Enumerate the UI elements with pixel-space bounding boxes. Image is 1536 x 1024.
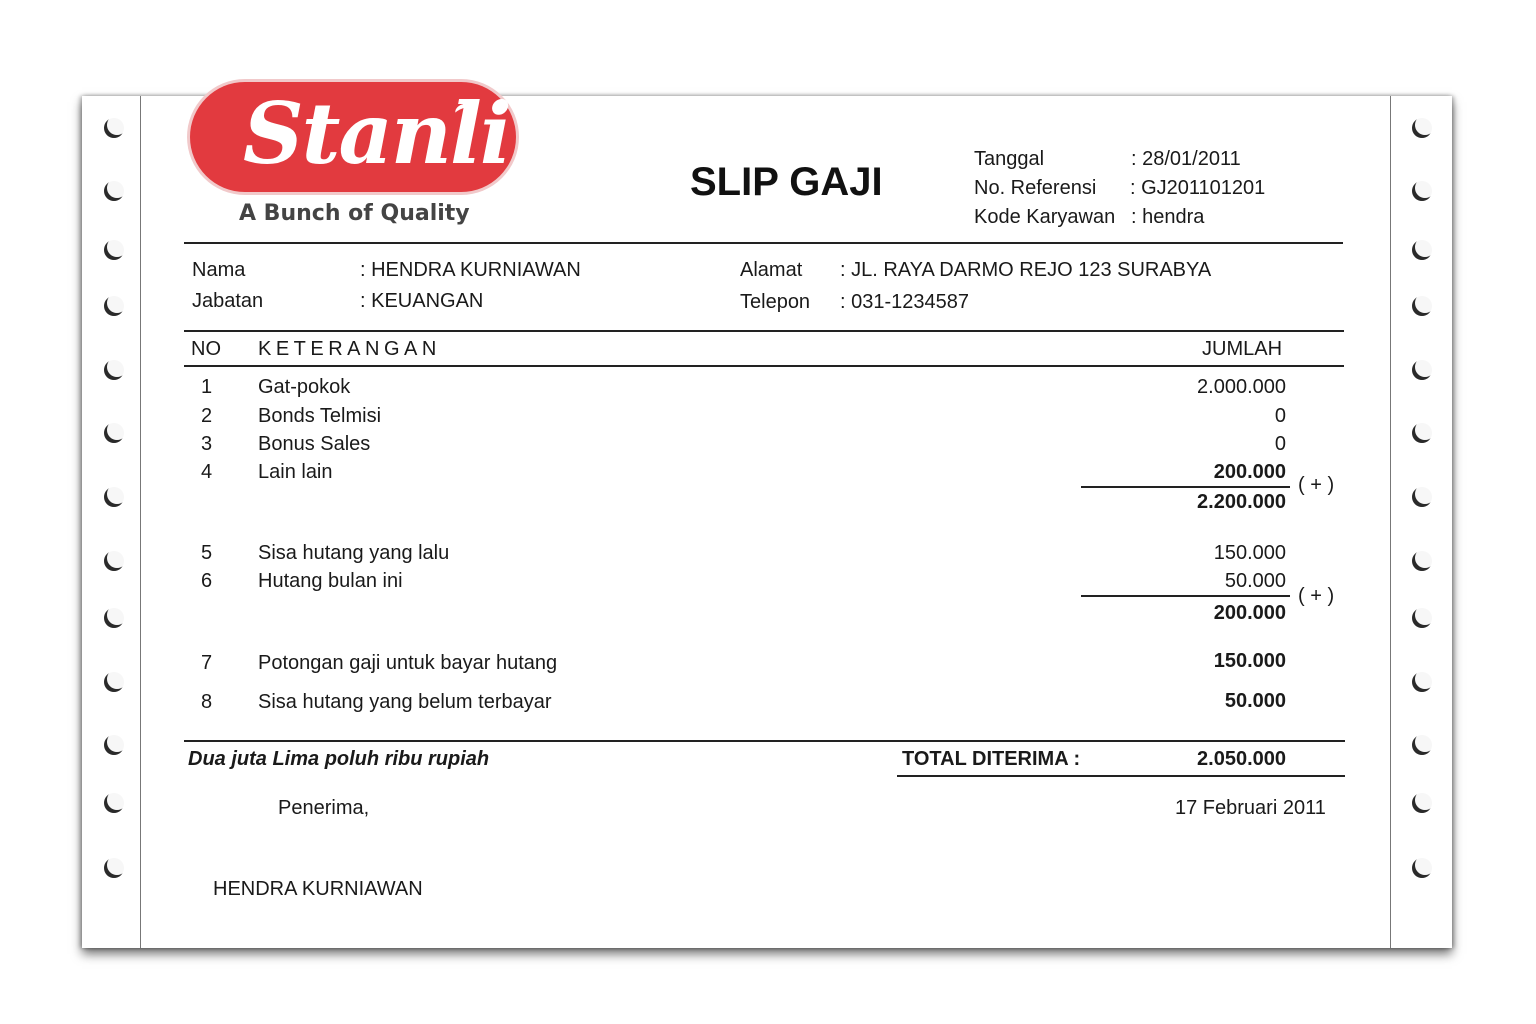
tractor-hole xyxy=(104,181,124,201)
tractor-hole xyxy=(1412,551,1432,571)
recipient-name: HENDRA KURNIAWAN xyxy=(213,878,423,900)
total-label: TOTAL DITERIMA : xyxy=(902,748,1081,770)
tractor-hole xyxy=(1412,240,1432,260)
jabatan-value: : KEUANGAN xyxy=(360,290,484,312)
tractor-hole xyxy=(104,735,124,755)
row-amount: 150.000 xyxy=(1213,542,1286,564)
nama-value: : HENDRA KURNIAWAN xyxy=(360,259,581,281)
tractor-hole xyxy=(1412,608,1432,628)
tractor-hole xyxy=(104,858,124,878)
tractor-hole xyxy=(104,240,124,260)
divider xyxy=(184,740,1345,742)
tractor-hole xyxy=(1412,672,1432,692)
divider xyxy=(184,242,1343,244)
column-header-keterangan: KETERANGAN xyxy=(258,338,441,360)
alamat-value: : JL. RAYA DARMO REJO 123 SURABYA xyxy=(840,259,1212,281)
row-description: Sisa hutang yang belum terbayar xyxy=(258,691,552,713)
tractor-hole xyxy=(104,360,124,380)
penerima-label: Penerima, xyxy=(278,797,370,819)
tractor-hole xyxy=(104,423,124,443)
subtotal-amount: 2.200.000 xyxy=(1197,491,1286,513)
tractor-hole xyxy=(1412,793,1432,813)
row-description: Bonds Telmisi xyxy=(258,405,382,427)
row-amount: 2.000.000 xyxy=(1197,376,1286,398)
row-description: Potongan gaji untuk bayar hutang xyxy=(258,652,558,674)
subtotal-amount: 200.000 xyxy=(1213,602,1286,624)
kode-karyawan-label: Kode Karyawan xyxy=(974,206,1116,228)
row-number: 2 xyxy=(201,405,213,427)
column-header-jumlah: JUMLAH xyxy=(1202,338,1283,360)
jabatan-label: Jabatan xyxy=(192,290,264,312)
tractor-hole xyxy=(1412,118,1432,138)
ref-label: No. Referensi xyxy=(974,177,1097,199)
tractor-hole xyxy=(104,608,124,628)
logo-wordmark: Stanli xyxy=(243,84,510,183)
row-number: 3 xyxy=(201,433,213,455)
tractor-hole xyxy=(104,487,124,507)
row-amount: 200.000 xyxy=(1213,461,1286,483)
total-underline xyxy=(897,775,1345,777)
sum-line xyxy=(1081,595,1290,597)
document-title: SLIP GAJI xyxy=(690,160,883,204)
left-perforation-line xyxy=(140,96,141,948)
right-perforation-line xyxy=(1390,96,1391,948)
kode-karyawan-value: : hendra xyxy=(1131,206,1205,228)
row-description: Gat-pokok xyxy=(258,376,351,398)
tractor-hole xyxy=(1412,181,1432,201)
row-number: 7 xyxy=(201,652,213,674)
row-amount: 150.000 xyxy=(1213,650,1286,672)
tractor-hole xyxy=(1412,858,1432,878)
row-number: 1 xyxy=(201,376,213,398)
signature-date: 17 Februari 2011 xyxy=(1175,797,1326,819)
tractor-hole xyxy=(1412,487,1432,507)
tractor-hole xyxy=(1412,735,1432,755)
row-number: 6 xyxy=(201,570,213,592)
total-value: 2.050.000 xyxy=(1197,748,1286,770)
row-description: Sisa hutang yang lalu xyxy=(258,542,450,564)
tractor-hole xyxy=(1412,296,1432,316)
row-amount: 50.000 xyxy=(1224,690,1286,712)
plus-sign: ( + ) xyxy=(1298,585,1335,607)
divider xyxy=(184,330,1344,332)
tractor-hole xyxy=(104,296,124,316)
tractor-hole xyxy=(104,793,124,813)
row-number: 4 xyxy=(201,461,213,483)
row-description: Lain lain xyxy=(258,461,333,483)
tanggal-label: Tanggal xyxy=(974,148,1045,170)
tractor-hole xyxy=(104,118,124,138)
tractor-hole xyxy=(104,551,124,571)
divider xyxy=(184,365,1344,367)
alamat-label: Alamat xyxy=(740,259,803,281)
nama-label: Nama xyxy=(192,259,246,281)
tractor-hole xyxy=(1412,360,1432,380)
row-amount: 50.000 xyxy=(1224,570,1286,592)
row-description: Bonus Sales xyxy=(258,433,371,455)
row-description: Hutang bulan ini xyxy=(258,570,403,592)
ref-value: : GJ201101201 xyxy=(1130,177,1266,199)
company-tagline: A Bunch of Quality xyxy=(239,201,470,226)
tractor-hole xyxy=(1412,423,1432,443)
plus-sign: ( + ) xyxy=(1298,474,1335,496)
tanggal-value: : 28/01/2011 xyxy=(1131,148,1241,170)
telepon-label: Telepon xyxy=(740,291,811,313)
sum-line xyxy=(1081,486,1290,488)
row-number: 5 xyxy=(201,542,213,564)
telepon-value: : 031-1234587 xyxy=(840,291,970,313)
amount-in-words: Dua juta Lima poluh ribu rupiah xyxy=(188,748,490,770)
column-header-no: NO xyxy=(191,338,221,360)
tractor-hole xyxy=(104,672,124,692)
row-amount: 0 xyxy=(1274,405,1286,427)
row-amount: 0 xyxy=(1274,433,1286,455)
row-number: 8 xyxy=(201,691,213,713)
